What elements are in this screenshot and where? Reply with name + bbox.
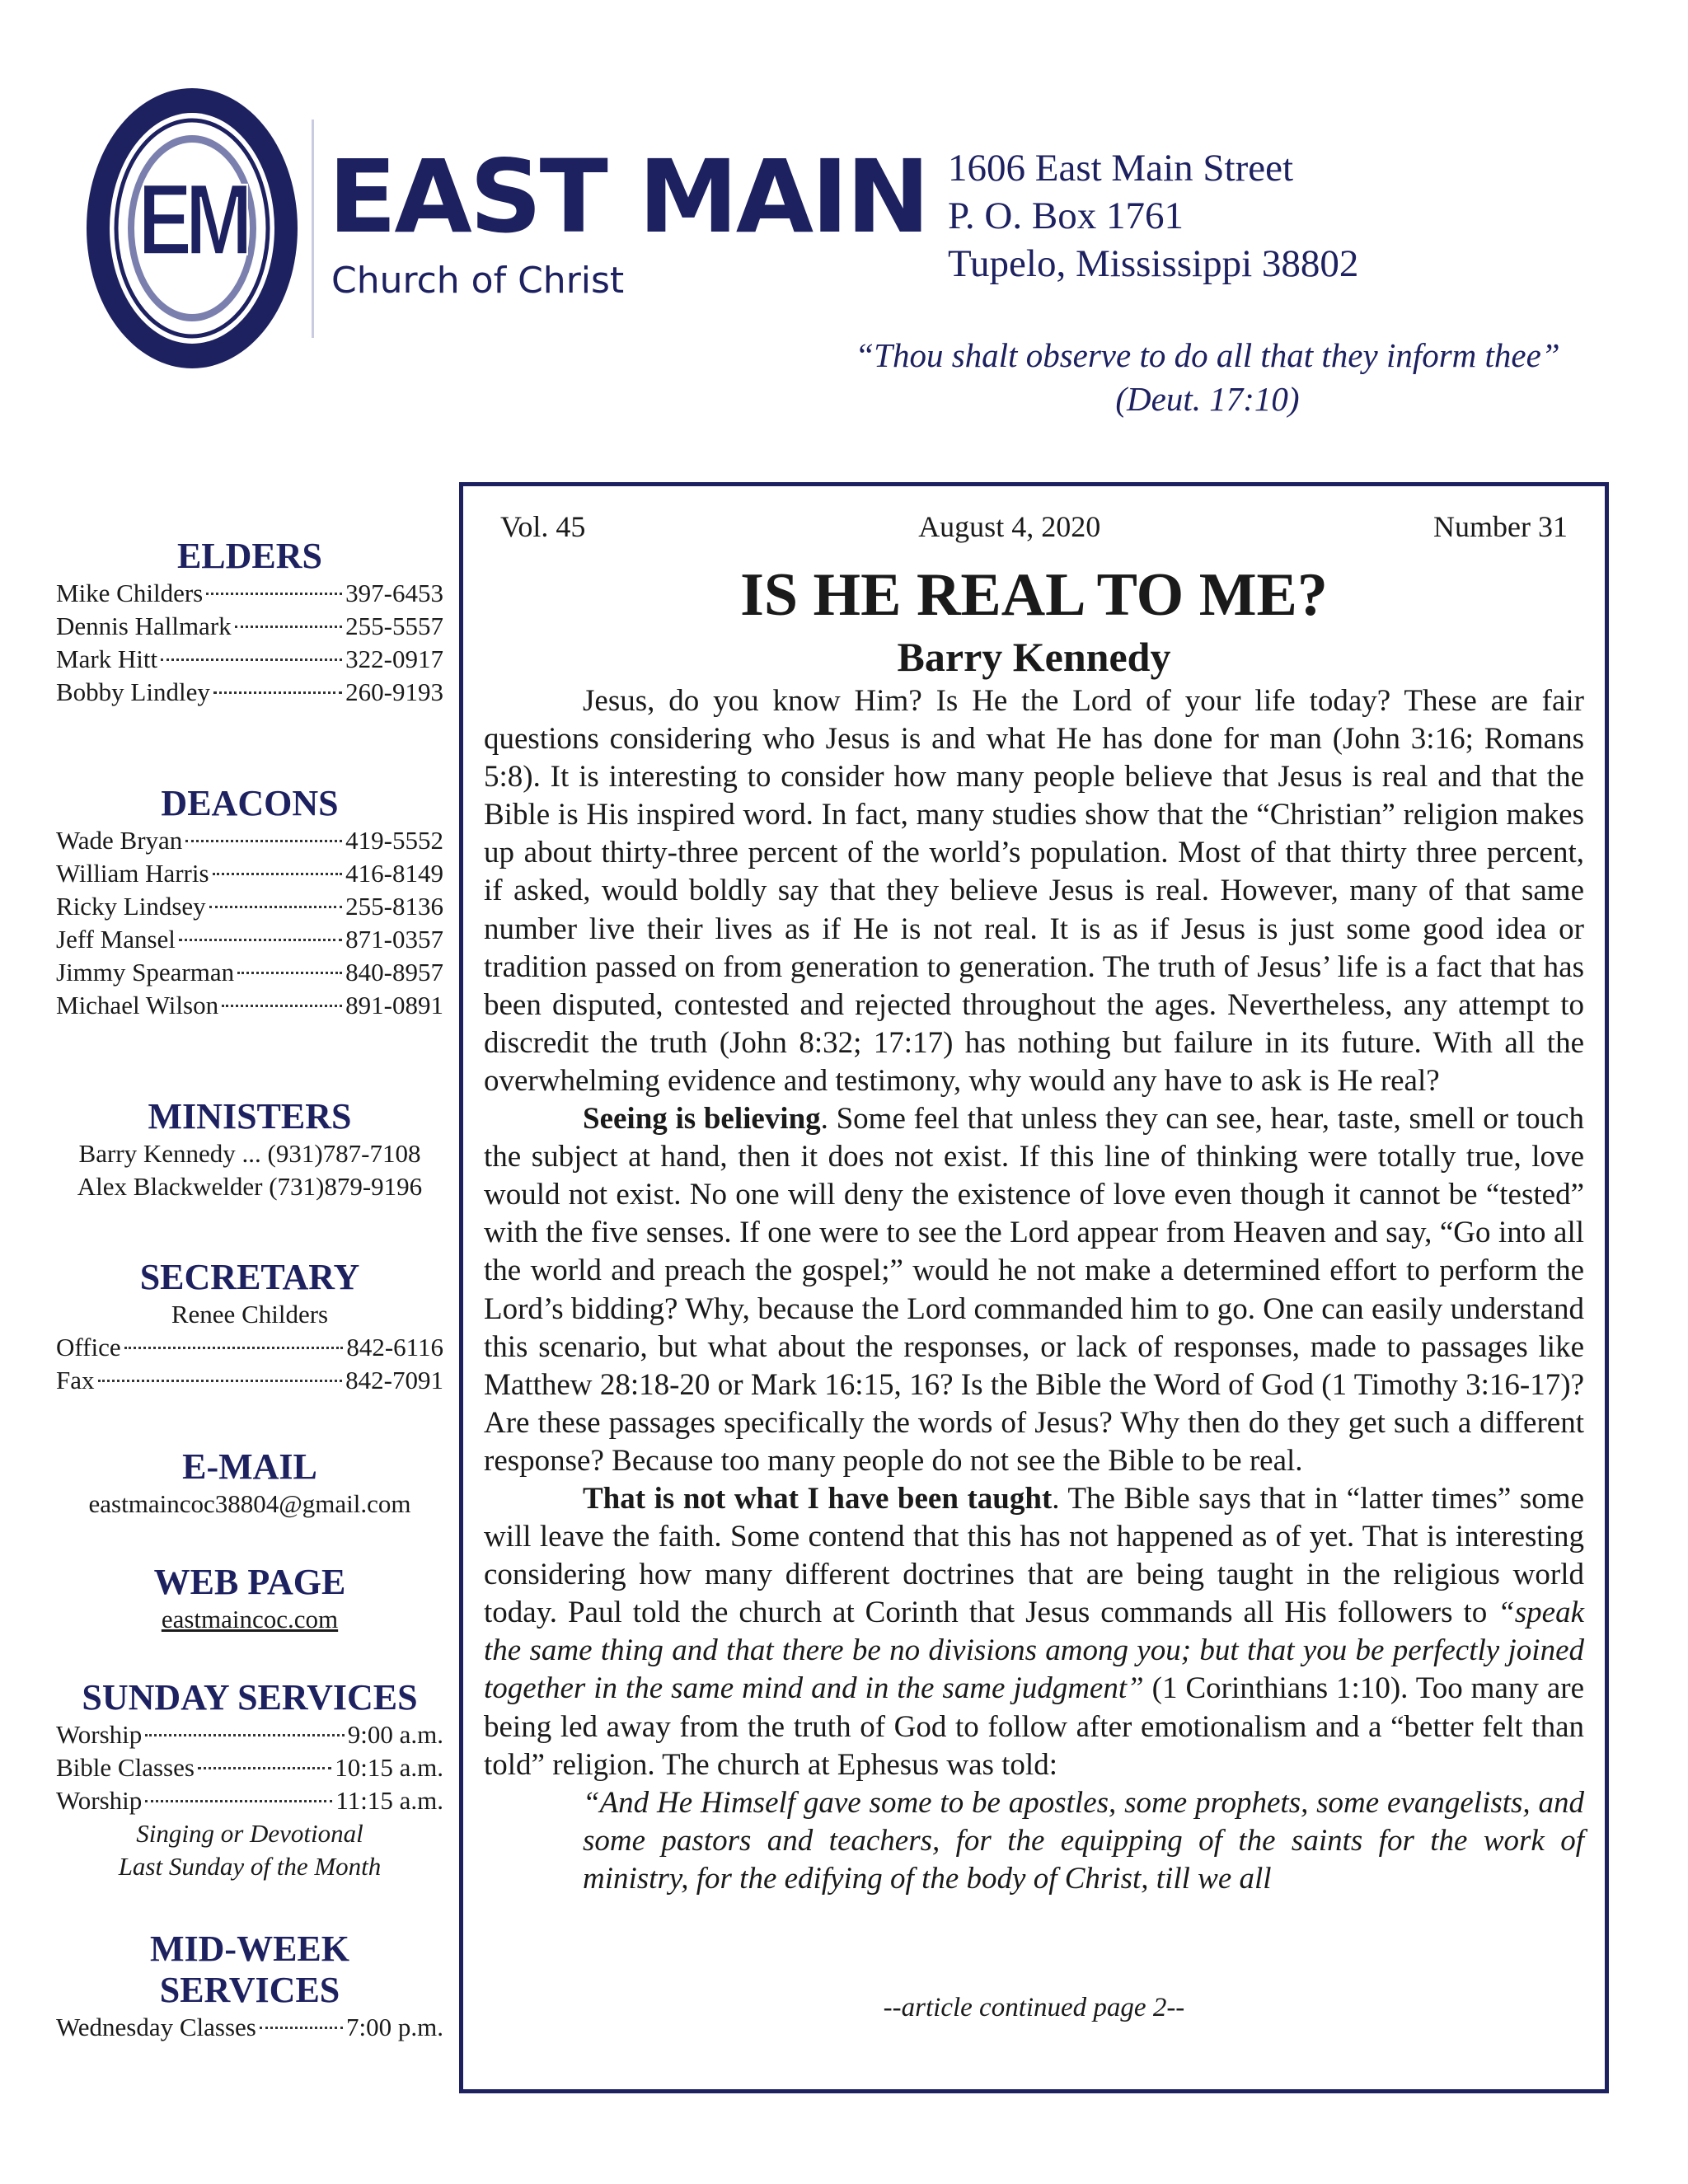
elder-row xyxy=(56,610,443,643)
address-po-box: P. O. Box 1761 xyxy=(948,194,1184,237)
service-time: 10:15 a.m. xyxy=(335,1753,443,1782)
article-paragraph xyxy=(484,1100,1584,1480)
inline-quote: “speak the same thing and that there be no divisions among you; but that you be perfectly joined together in the same mind and in the same judgment” xyxy=(484,1596,1584,1706)
deacon-phone: 255-8136 xyxy=(345,892,443,921)
secretary-heading: SECRETARY xyxy=(139,1257,360,1297)
midweek-heading: MID-WEEK xyxy=(150,1929,349,1969)
continued-note: --article continued page 2-- xyxy=(883,1993,1185,2022)
web-section xyxy=(56,1562,443,1636)
contact-label: Office xyxy=(56,1333,121,1361)
deacons-section xyxy=(56,783,443,1022)
deacons-heading: DEACONS xyxy=(161,783,339,823)
email-address[interactable]: eastmaincoc38804@gmail.com xyxy=(88,1489,411,1518)
verse-text: “Thou shalt observe to do all that they inform thee” xyxy=(855,336,1560,374)
issue-info xyxy=(500,509,1568,544)
deacon-phone: 419-5552 xyxy=(345,826,443,855)
secretary-name: Renee Childers xyxy=(171,1300,329,1329)
deacon-name: Wade Bryan xyxy=(56,826,183,855)
address-street: 1606 East Main Street xyxy=(948,147,1294,190)
leader-dots xyxy=(198,1767,331,1769)
logo-monogram: EM xyxy=(138,163,246,277)
sunday-heading: SUNDAY SERVICES xyxy=(82,1677,418,1718)
website-link[interactable]: eastmaincoc.com xyxy=(161,1605,339,1633)
service-row xyxy=(56,1784,443,1817)
ministers-section xyxy=(56,1096,443,1203)
deacon-row xyxy=(56,923,443,956)
service-time: 9:00 a.m. xyxy=(347,1720,443,1749)
deacon-phone: 416-8149 xyxy=(345,859,443,888)
elder-name: Dennis Hallmark xyxy=(56,612,232,640)
service-name: Worship xyxy=(56,1786,143,1815)
midweek-heading: SERVICES xyxy=(159,1970,340,2010)
service-time: 11:15 a.m. xyxy=(335,1786,443,1815)
elder-phone: 322-0917 xyxy=(345,644,443,673)
secretary-section xyxy=(56,1257,443,1397)
leader-dots xyxy=(145,1800,332,1802)
leader-dots xyxy=(237,972,342,974)
secretary-row xyxy=(56,1364,443,1397)
leader-dots xyxy=(260,2027,343,2029)
deacon-row xyxy=(56,824,443,857)
header-verse xyxy=(812,334,1603,421)
article-paragraph: Jesus, do you know Him? Is He the Lord of your life today? These are fair questions considering who Jesus is and what He has done for man (John 3:16; Romans 5:8). It is interesting to consider how many people believe that Jesus is real and that the Bible is His inspired word. In fact, many studies show that the “Christian” religion makes up about thirty-three percent of the world’s population. Most of that thirty three percent, if asked, would boldly say that they believe Jesus is real. However, many of that same number live their lives as if He is not real. It is as if Jesus is just some good idea or tradition passed on from generation to generation. The truth of Jesus’ life is a fact that has been disputed, contested and rejected throughout the ages. Nevertheless, any attempt to discredit the truth (John 8:32; 17:17) has nothing but failure in its future. With all the overwhelming evidence and testimony, why would any have to ask is He real? xyxy=(484,684,1584,1098)
ministers-heading: MINISTERS xyxy=(148,1096,352,1137)
leader-dots xyxy=(185,840,342,842)
elders-section xyxy=(56,536,443,709)
elder-name: Mike Childers xyxy=(56,579,204,607)
article-author: Barry Kennedy xyxy=(897,634,1171,680)
service-name: Worship xyxy=(56,1720,143,1749)
email-section xyxy=(56,1446,443,1521)
leader-dots xyxy=(206,593,342,595)
address-city: Tupelo, Mississippi 38802 xyxy=(948,242,1359,285)
service-row xyxy=(56,1718,443,1751)
elder-phone: 397-6453 xyxy=(345,579,443,607)
deacon-phone: 840-8957 xyxy=(345,958,443,987)
elder-phone: 255-5557 xyxy=(345,612,443,640)
church-address xyxy=(948,144,1358,288)
leader-dots xyxy=(213,691,342,694)
block-quote: “And He Himself gave some to be apostles, some prophets, some evangelists, and some pastors and teachers, for the equipping of the saints for the work of ministry, for the edifying of the body of Christ, till we all xyxy=(583,1785,1584,1896)
deacon-row xyxy=(56,890,443,923)
deacon-name: Ricky Lindsey xyxy=(56,892,206,921)
leader-dots xyxy=(222,1005,342,1007)
deacon-name: Jimmy Spearman xyxy=(56,958,235,987)
contact-label: Fax xyxy=(56,1366,95,1394)
article-body xyxy=(484,682,1584,1898)
paragraph-lead: That is not what I have been taught xyxy=(583,1481,1053,1516)
deacon-row xyxy=(56,989,443,1022)
elder-row xyxy=(56,676,443,709)
elder-name: Bobby Lindley xyxy=(56,677,210,706)
deacon-name: William Harris xyxy=(56,859,209,888)
paragraph-text: . Some feel that unless they can see, hear, taste, smell or touch the subject at hand, then it does not exist. If this line of thinking were totally true, love would not exist. No one will deny the existence of love even though it cannot be “tested” with the five senses. If one were to see the Lord appear from Heaven and say, “Go into all the world and preach the gospel;” would he not make a determined effort to perform the Lord’s bidding? Why, because the Lord commanded him to go. One can easily understand this scenario, but what about the responses, or lack of responses, made to passages like Matthew 28:18-20 or Mark 16:15, 16? Is the Bible the Word of God (1 Timothy 3:16-17)? Are these passages specifically the words of Jesus? Why then do they get such a different response? Because too many people do not see the Bible to be real. xyxy=(484,1102,1584,1478)
service-row xyxy=(56,1751,443,1784)
article-paragraph xyxy=(484,1480,1584,1784)
leader-dots xyxy=(124,1347,344,1349)
minister-line: Barry Kennedy ... (931)787-7108 xyxy=(78,1139,421,1168)
church-logo-icon xyxy=(85,87,299,371)
service-row xyxy=(56,2011,443,2044)
service-note: Singing or Devotional xyxy=(136,1819,363,1848)
paragraph-text: . The Bible says that in “latter times” some will leave the faith. Some contend that this has not happened as of yet. That is interesting considering how many different doctrines that are being taught in the religious world today. Paul told the church at Corinth that Jesus commands all His followers to xyxy=(484,1481,1584,1630)
secretary-row xyxy=(56,1331,443,1364)
web-heading: WEB PAGE xyxy=(153,1562,346,1602)
leader-dots xyxy=(213,873,343,875)
elder-row xyxy=(56,577,443,610)
logo-divider xyxy=(312,120,314,338)
deacon-row xyxy=(56,956,443,989)
leader-dots xyxy=(145,1734,344,1736)
leader-dots xyxy=(161,658,342,661)
issue-number: Number 31 xyxy=(1433,510,1568,543)
verse-reference: (Deut. 17:10) xyxy=(1115,380,1300,418)
service-time: 7:00 p.m. xyxy=(346,2013,443,2041)
midweek-services-section xyxy=(56,1929,443,2044)
leader-dots xyxy=(179,939,342,941)
elders-heading: ELDERS xyxy=(176,536,323,576)
deacon-row xyxy=(56,857,443,890)
paragraph-text: (1 Corinthians 1:10). Too many are being led away from the truth of God to follow after emotionalism and a “better felt than told” religion. The church at Ephesus was told: xyxy=(484,1671,1584,1782)
service-name: Bible Classes xyxy=(56,1753,195,1782)
sunday-services-section xyxy=(56,1677,443,1883)
leader-dots xyxy=(235,626,343,628)
contact-phone: 842-7091 xyxy=(345,1366,443,1394)
service-note: Last Sunday of the Month xyxy=(118,1852,382,1881)
article-title: IS HE REAL TO ME? xyxy=(740,561,1328,629)
elder-name: Mark Hitt xyxy=(56,644,158,673)
elder-phone: 260-9193 xyxy=(345,677,443,706)
service-name: Wednesday Classes xyxy=(56,2013,256,2041)
elder-row xyxy=(56,643,443,676)
deacon-name: Jeff Mansel xyxy=(56,925,176,954)
logo-title: EAST MAIN xyxy=(328,138,928,255)
email-heading: E-MAIL xyxy=(182,1446,317,1487)
contact-phone: 842-6116 xyxy=(346,1333,443,1361)
issue-date: August 4, 2020 xyxy=(918,510,1101,543)
article-box xyxy=(459,482,1609,2093)
deacon-phone: 871-0357 xyxy=(345,925,443,954)
leader-dots xyxy=(98,1380,343,1382)
minister-line: Alex Blackwelder (731)879-9196 xyxy=(77,1172,423,1201)
leader-dots xyxy=(209,906,343,908)
paragraph-lead: Seeing is believing xyxy=(583,1102,821,1137)
deacon-phone: 891-0891 xyxy=(345,991,443,1019)
logo-subtitle: Church of Christ xyxy=(331,260,625,302)
deacon-name: Michael Wilson xyxy=(56,991,219,1019)
issue-volume: Vol. 45 xyxy=(500,510,586,543)
